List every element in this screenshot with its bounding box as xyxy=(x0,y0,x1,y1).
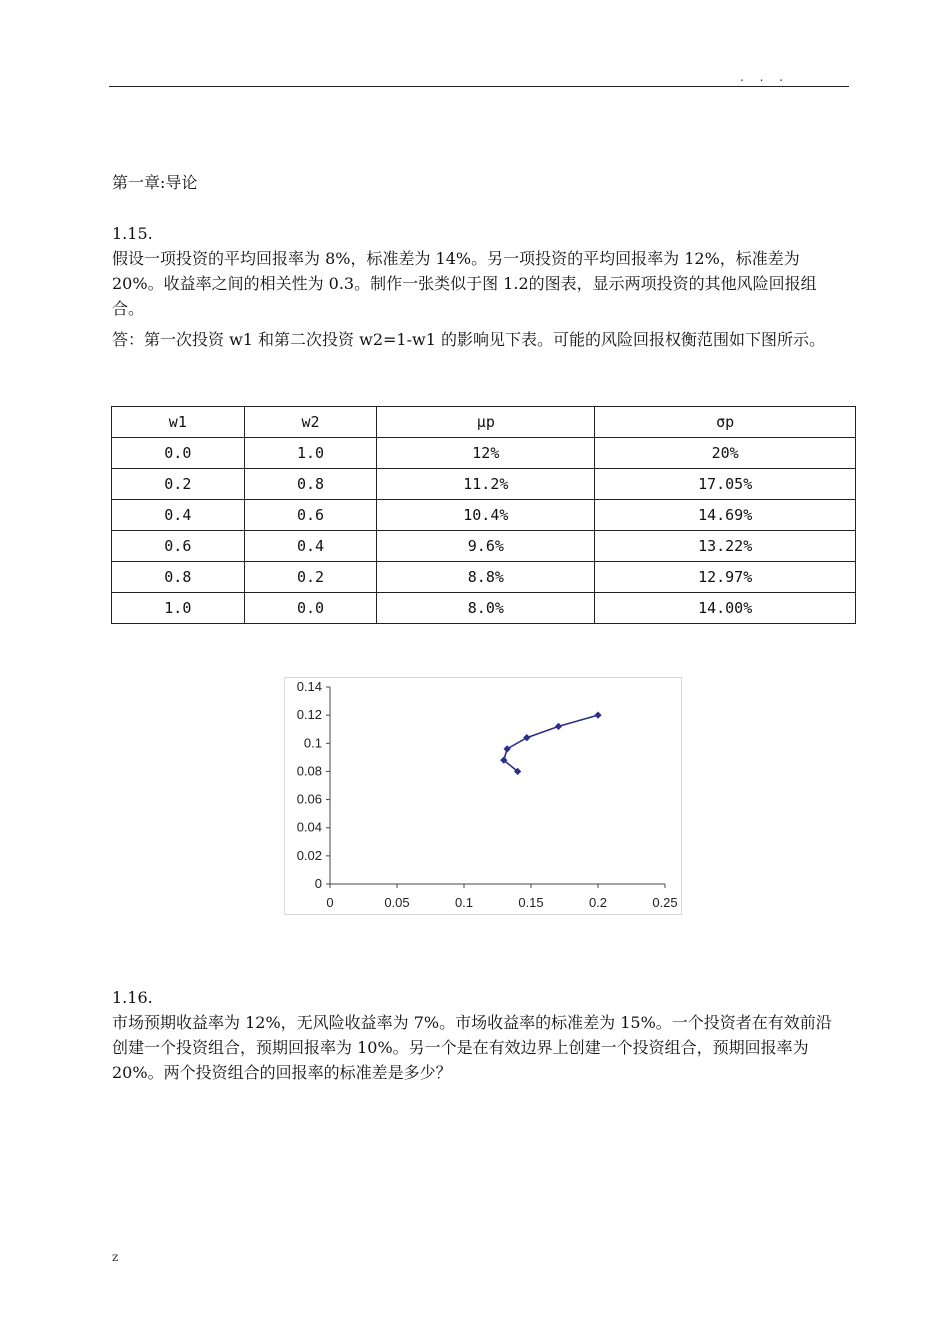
table-header-cell: w2 xyxy=(244,407,377,438)
table-row xyxy=(112,438,856,469)
table-cell: 1.0 xyxy=(244,438,377,469)
question-2-body: 市场预期收益率为 12%，无风险收益率为 7%。市场收益率的标准差为 15%。一个投资者在有效前沿创建一个投资组合，预期回报率为 10%。另一个是在有效边界上创建一个投资组合，预期回报率为 20%。两个投资组合的回报率的标准差是多少？ xyxy=(112,1013,832,1082)
y-tick-label: 0.08 xyxy=(296,763,322,779)
chart-frame xyxy=(285,678,682,915)
question-1-number: 1.15. xyxy=(112,224,153,243)
y-tick-label: 0.02 xyxy=(296,847,322,863)
table-row xyxy=(112,469,856,500)
table-cell: 0.2 xyxy=(244,562,377,593)
risk-return-chart xyxy=(284,677,682,915)
x-tick-label: 0.25 xyxy=(652,895,678,910)
x-tick-label: 0.05 xyxy=(384,895,410,910)
question-2-number: 1.16. xyxy=(112,988,153,1007)
table-header-cell: w1 xyxy=(112,407,245,438)
table-row xyxy=(112,500,856,531)
table-header-cell: σp xyxy=(595,407,856,438)
table-cell: 0.8 xyxy=(244,469,377,500)
table-cell: 14.00% xyxy=(595,593,856,624)
x-tick-label: 0.1 xyxy=(454,895,474,910)
table-cell: 14.69% xyxy=(595,500,856,531)
table-cell: 20% xyxy=(595,438,856,469)
table-header-row xyxy=(112,407,856,438)
footer-mark: z xyxy=(112,1250,119,1264)
table-row xyxy=(112,593,856,624)
y-tick-label: 0.04 xyxy=(296,819,322,835)
table-cell: 0.4 xyxy=(112,500,245,531)
table-cell: 0.0 xyxy=(244,593,377,624)
chapter-title: 第一章:导论 xyxy=(112,173,198,192)
y-tick-label: 0.14 xyxy=(296,679,322,694)
table-cell: 9.6% xyxy=(377,531,595,562)
table-cell: 11.2% xyxy=(377,469,595,500)
table-cell: 17.05% xyxy=(595,469,856,500)
table-cell: 0.6 xyxy=(244,500,377,531)
header-rule xyxy=(109,86,849,87)
question-1-answer: 答：第一次投资 w1 和第二次投资 w2=1-w1 的影响见下表。可能的风险回报权衡范围如下图所示。 xyxy=(112,330,825,349)
y-tick-label: 0.06 xyxy=(296,791,322,807)
x-tick-label: 0.2 xyxy=(588,895,608,910)
table-row xyxy=(112,531,856,562)
x-tick-label: 0 xyxy=(326,895,334,910)
table-cell: 8.8% xyxy=(377,562,595,593)
portfolio-table xyxy=(111,406,856,624)
y-tick-label: 0 xyxy=(314,876,322,891)
table-cell: 8.0% xyxy=(377,593,595,624)
question-1-body: 假设一项投资的平均回报率为 8%，标准差为 14%。另一项投资的平均回报率为 12%，标准差为 20%。收益率之间的相关性为 0.3。制作一张类似于图 1.2的图表，显示两项投资的其他风险回报组合。 xyxy=(112,249,817,318)
table-cell: 1.0 xyxy=(112,593,245,624)
table-cell: 13.22% xyxy=(595,531,856,562)
x-tick-label: 0.15 xyxy=(518,895,544,910)
header-dots: . . . xyxy=(740,70,790,84)
table-cell: 0.2 xyxy=(112,469,245,500)
table-header-cell: μp xyxy=(377,407,595,438)
y-tick-label: 0.1 xyxy=(303,735,322,751)
table-cell: 0.8 xyxy=(112,562,245,593)
table-cell: 12% xyxy=(377,438,595,469)
table-cell: 0.4 xyxy=(244,531,377,562)
table-cell: 12.97% xyxy=(595,562,856,593)
table-row xyxy=(112,562,856,593)
table-cell: 10.4% xyxy=(377,500,595,531)
table-cell: 0.0 xyxy=(112,438,245,469)
y-tick-label: 0.12 xyxy=(296,707,322,723)
table-cell: 0.6 xyxy=(112,531,245,562)
